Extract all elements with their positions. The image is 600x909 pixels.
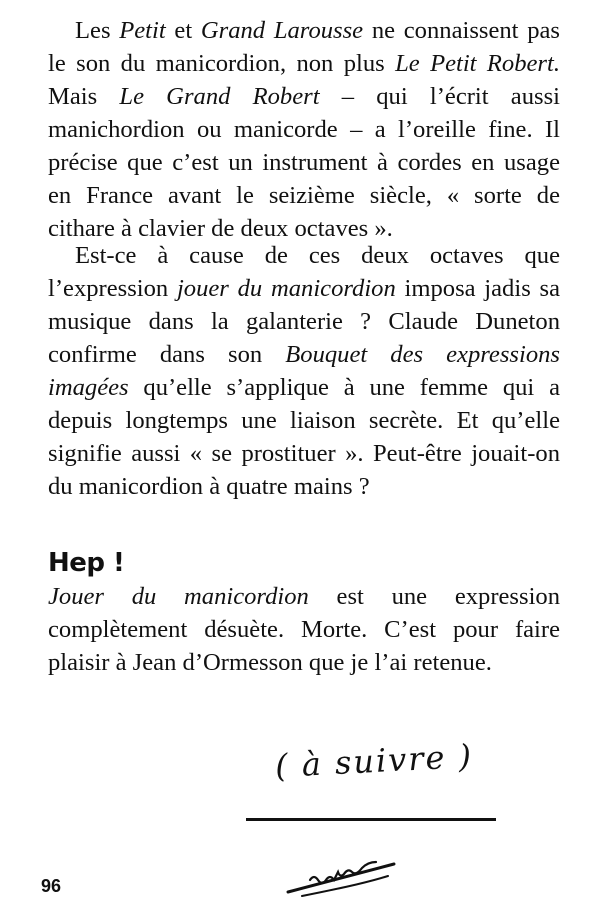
text-run: imposa jadis sa musique dans la galanterie ? Claude Duneton confirme dans son: [48, 275, 560, 368]
hep-heading: Hep !: [48, 548, 125, 578]
paragraph-hep: [48, 580, 560, 679]
divider-rule: [246, 818, 496, 821]
text-run: – qui l’écrit aussi manichordion ou manicorde – a l’oreille fine. Il précise que c’est un instrument à cordes en usage en France avant le seizième siècle, « sorte de cithare à clavier de deux octaves ».: [48, 83, 560, 242]
text-run: qu’elle s’applique à une femme qui a depuis longtemps une liaison secrète. Et qu’elle signifie aussi « se prostituer ». Peut-être jouait-on du manicordion à quatre mains ?: [48, 374, 560, 500]
italic-text: jouer du manicordion: [176, 275, 396, 302]
italic-text: Jouer du manicordion: [48, 583, 309, 610]
paragraph-larousse: [48, 14, 560, 245]
hep-section: [48, 546, 560, 679]
paragraph-octaves: [48, 239, 560, 503]
italic-text: Le Petit Robert.: [395, 50, 560, 77]
text-run: Mais: [48, 83, 120, 110]
text-run: Est-ce à cause de ces deux octaves que l’expression: [48, 242, 560, 302]
signature-scribble-icon: [282, 850, 402, 905]
italic-text: Petit: [119, 17, 166, 44]
text-run: ne connaissent pas le son du manicordion, non plus: [48, 17, 561, 77]
italic-text: Le Grand Robert: [119, 83, 320, 110]
page-number: 96: [41, 876, 62, 896]
handwritten-to-be-continued: ( à suivre ): [274, 736, 474, 786]
text-run: est une expression complètement désuète. Morte. C’est pour faire plaisir à Jean d’Ormesson que je l’ai retenue.: [48, 583, 561, 676]
text-run: Les: [75, 17, 120, 44]
text-run: et: [165, 17, 201, 44]
italic-text: Grand Larousse: [200, 17, 364, 44]
italic-text: Bouquet des expressions imagées: [48, 341, 560, 401]
